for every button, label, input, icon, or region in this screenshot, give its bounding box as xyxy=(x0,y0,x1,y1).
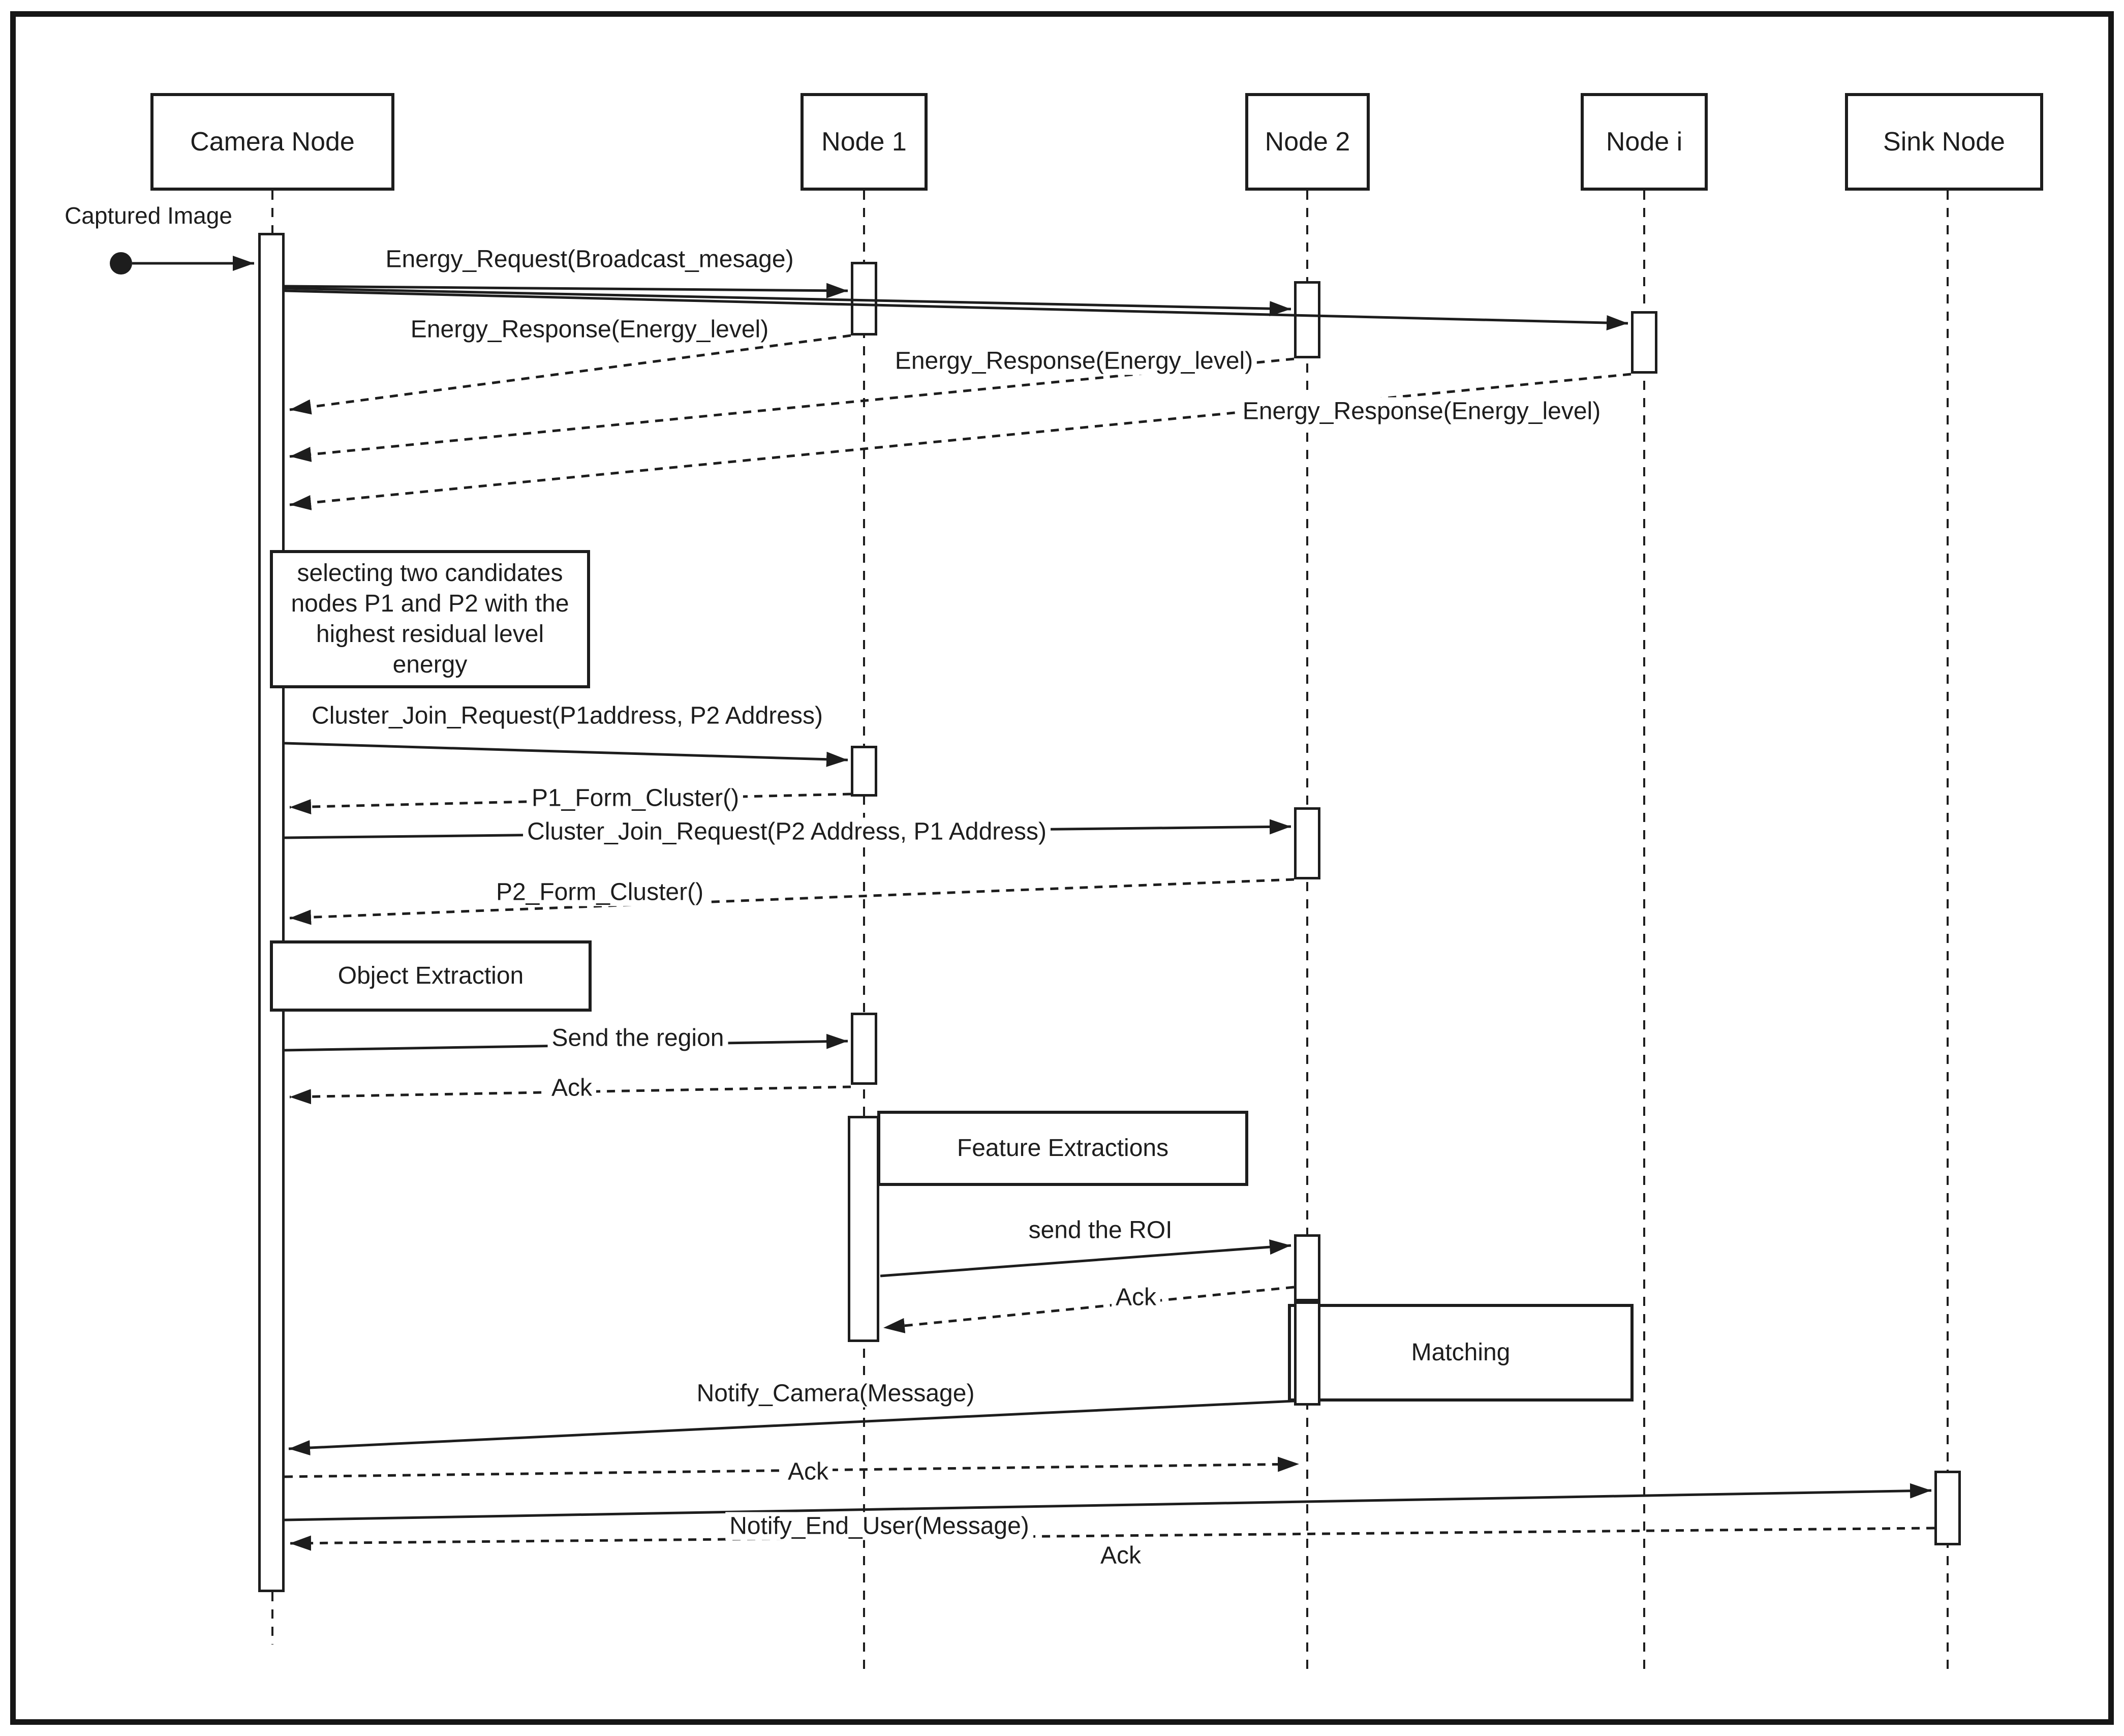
actor-camera-node-label: Camera Node xyxy=(190,127,355,157)
note-candidate-selection-text: selecting two candidates nodes P1 and P2 with the highest residual level energy xyxy=(291,560,569,678)
start-label: Captured Image xyxy=(65,202,232,229)
msg-p1-form-cluster: P1_Form_Cluster() xyxy=(528,784,743,812)
line-energy-response-3 xyxy=(290,374,1631,505)
line-cluster-join-1 xyxy=(285,743,848,760)
line-ack-end-user xyxy=(290,1528,1934,1543)
msg-energy-response-3: Energy_Response(Energy_level) xyxy=(1239,398,1605,425)
msg-cluster-join-2: Cluster_Join_Request(P2 Address, P1 Address) xyxy=(523,818,1051,846)
msg-energy-response-2: Energy_Response(Energy_level) xyxy=(891,347,1257,375)
note-feature-extractions-text: Feature Extractions xyxy=(957,1135,1169,1162)
msg-ack-roi: Ack xyxy=(1112,1284,1160,1312)
line-p2-form-cluster xyxy=(290,879,1294,918)
line-notify-end-user xyxy=(285,1490,1931,1520)
actor-node-i-label: Node i xyxy=(1606,127,1683,157)
line-send-roi xyxy=(880,1245,1291,1276)
msg-notify-camera: Notify_Camera(Message) xyxy=(693,1380,979,1408)
msg-send-roi: send the ROI xyxy=(1025,1216,1177,1244)
actor-sink-node-label: Sink Node xyxy=(1883,127,2005,157)
actor-node-1-label: Node 1 xyxy=(821,127,907,157)
msg-energy-request: Energy_Request(Broadcast_mesage) xyxy=(381,246,797,273)
msg-p2-form-cluster: P2_Form_Cluster() xyxy=(492,878,707,906)
msg-cluster-join-1: Cluster_Join_Request(P1address, P2 Address) xyxy=(307,702,827,730)
msg-ack-end-user: Ack xyxy=(1096,1542,1145,1570)
start-dot xyxy=(110,252,132,275)
line-energy-response-1 xyxy=(290,336,851,410)
msg-energy-response-1: Energy_Response(Energy_level) xyxy=(407,316,773,344)
msg-send-region: Send the region xyxy=(548,1024,728,1052)
note-matching-text: Matching xyxy=(1411,1339,1511,1366)
msg-ack-notify: Ack xyxy=(784,1458,833,1486)
actor-node-2-label: Node 2 xyxy=(1265,127,1350,157)
msg-notify-end-user: Notify_End_User(Message) xyxy=(725,1512,1033,1540)
note-object-extraction-text: Object Extraction xyxy=(337,962,524,989)
msg-ack-region: Ack xyxy=(547,1074,596,1102)
line-notify-camera xyxy=(289,1401,1294,1449)
line-ack-roi xyxy=(883,1287,1294,1328)
